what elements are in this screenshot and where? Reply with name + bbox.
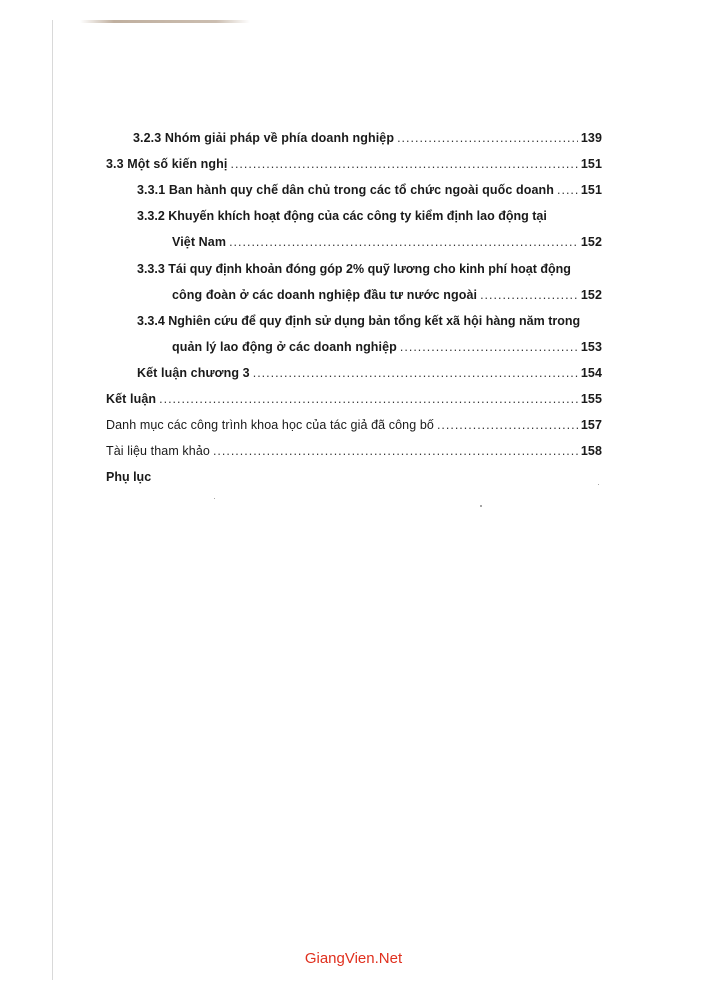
toc-entry-3-3[interactable] bbox=[106, 157, 602, 171]
toc-entry-label: Kết luận bbox=[106, 392, 157, 406]
toc-page-number: 151 bbox=[580, 183, 602, 197]
scan-speck bbox=[214, 498, 215, 499]
toc-entry-3-3-4[interactable] bbox=[172, 340, 602, 354]
footer-watermark-brand: GiangVien.Net bbox=[304, 950, 403, 967]
toc-page-number: 152 bbox=[580, 288, 602, 302]
toc-entry-3-3-4-first-line: 3.3.4 Nghiên cứu để quy định sử dụng bản tổng kết xã hội hàng năm trong bbox=[137, 314, 581, 328]
toc-page-number: 154 bbox=[580, 366, 602, 380]
toc-leader-dots bbox=[437, 418, 578, 432]
toc-entry-3-3-2-first-line: 3.3.2 Khuyến khích hoạt động của các công ty kiểm định lao động tại bbox=[137, 209, 547, 223]
toc-entry-references[interactable] bbox=[106, 444, 602, 458]
toc-entry-3-2-3[interactable] bbox=[133, 131, 602, 145]
toc-leader-dots bbox=[159, 392, 578, 406]
toc-entry-3-3-1[interactable] bbox=[137, 183, 602, 197]
toc-entry-label: Danh mục các công trình khoa học của tác giả đã công bố bbox=[106, 418, 434, 432]
toc-leader-dots bbox=[253, 366, 578, 380]
toc-page-number: 157 bbox=[580, 418, 602, 432]
toc-entry-3-3-2[interactable] bbox=[172, 235, 602, 249]
toc-entry-appendix[interactable]: Phụ lục bbox=[106, 470, 152, 484]
toc-leader-dots bbox=[229, 235, 578, 249]
toc-page-number: 139 bbox=[580, 131, 602, 145]
toc-page-number: 155 bbox=[580, 392, 602, 406]
toc-page-number: 151 bbox=[580, 157, 602, 171]
toc-entry-publications[interactable] bbox=[106, 418, 602, 432]
toc-entry-3-3-3-first-line: 3.3.3 Tái quy định khoản đóng góp 2% quỹ lương cho kinh phí hoạt động bbox=[137, 262, 571, 276]
toc-entry-label: 3.3.1 Ban hành quy chế dân chủ trong các tổ chức ngoài quốc doanh bbox=[137, 183, 554, 197]
toc-entry-label: công đoàn ở các doanh nghiệp đầu tư nước ngoài bbox=[172, 288, 478, 302]
toc-entry-conclusion[interactable] bbox=[106, 392, 602, 406]
toc-entry-3-3-3[interactable] bbox=[172, 288, 602, 302]
toc-leader-dots bbox=[400, 340, 578, 354]
scan-speck bbox=[598, 484, 599, 485]
toc-page-number: 152 bbox=[580, 235, 602, 249]
scan-speck bbox=[480, 505, 482, 507]
toc-entry-label: quản lý lao động ở các doanh nghiệp bbox=[172, 340, 397, 354]
toc-leader-dots bbox=[480, 288, 578, 302]
toc-page-number: 153 bbox=[580, 340, 602, 354]
toc-leader-dots bbox=[557, 183, 578, 197]
toc-entry-chapter-3-conclusion[interactable] bbox=[137, 366, 602, 380]
toc-leader-dots bbox=[397, 131, 578, 145]
toc-entry-label: 3.2.3 Nhóm giải pháp về phía doanh nghiệp bbox=[133, 131, 395, 145]
toc-leader-dots bbox=[213, 444, 578, 458]
toc-leader-dots bbox=[230, 157, 577, 171]
toc-entry-label: Tài liệu tham khảo bbox=[106, 444, 210, 458]
toc-entry-label: Việt Nam bbox=[172, 235, 227, 249]
toc-entry-label: 3.3 Một số kiến nghị bbox=[106, 157, 228, 171]
toc-entry-label: Kết luận chương 3 bbox=[137, 366, 250, 380]
toc-page-number: 158 bbox=[580, 444, 602, 458]
